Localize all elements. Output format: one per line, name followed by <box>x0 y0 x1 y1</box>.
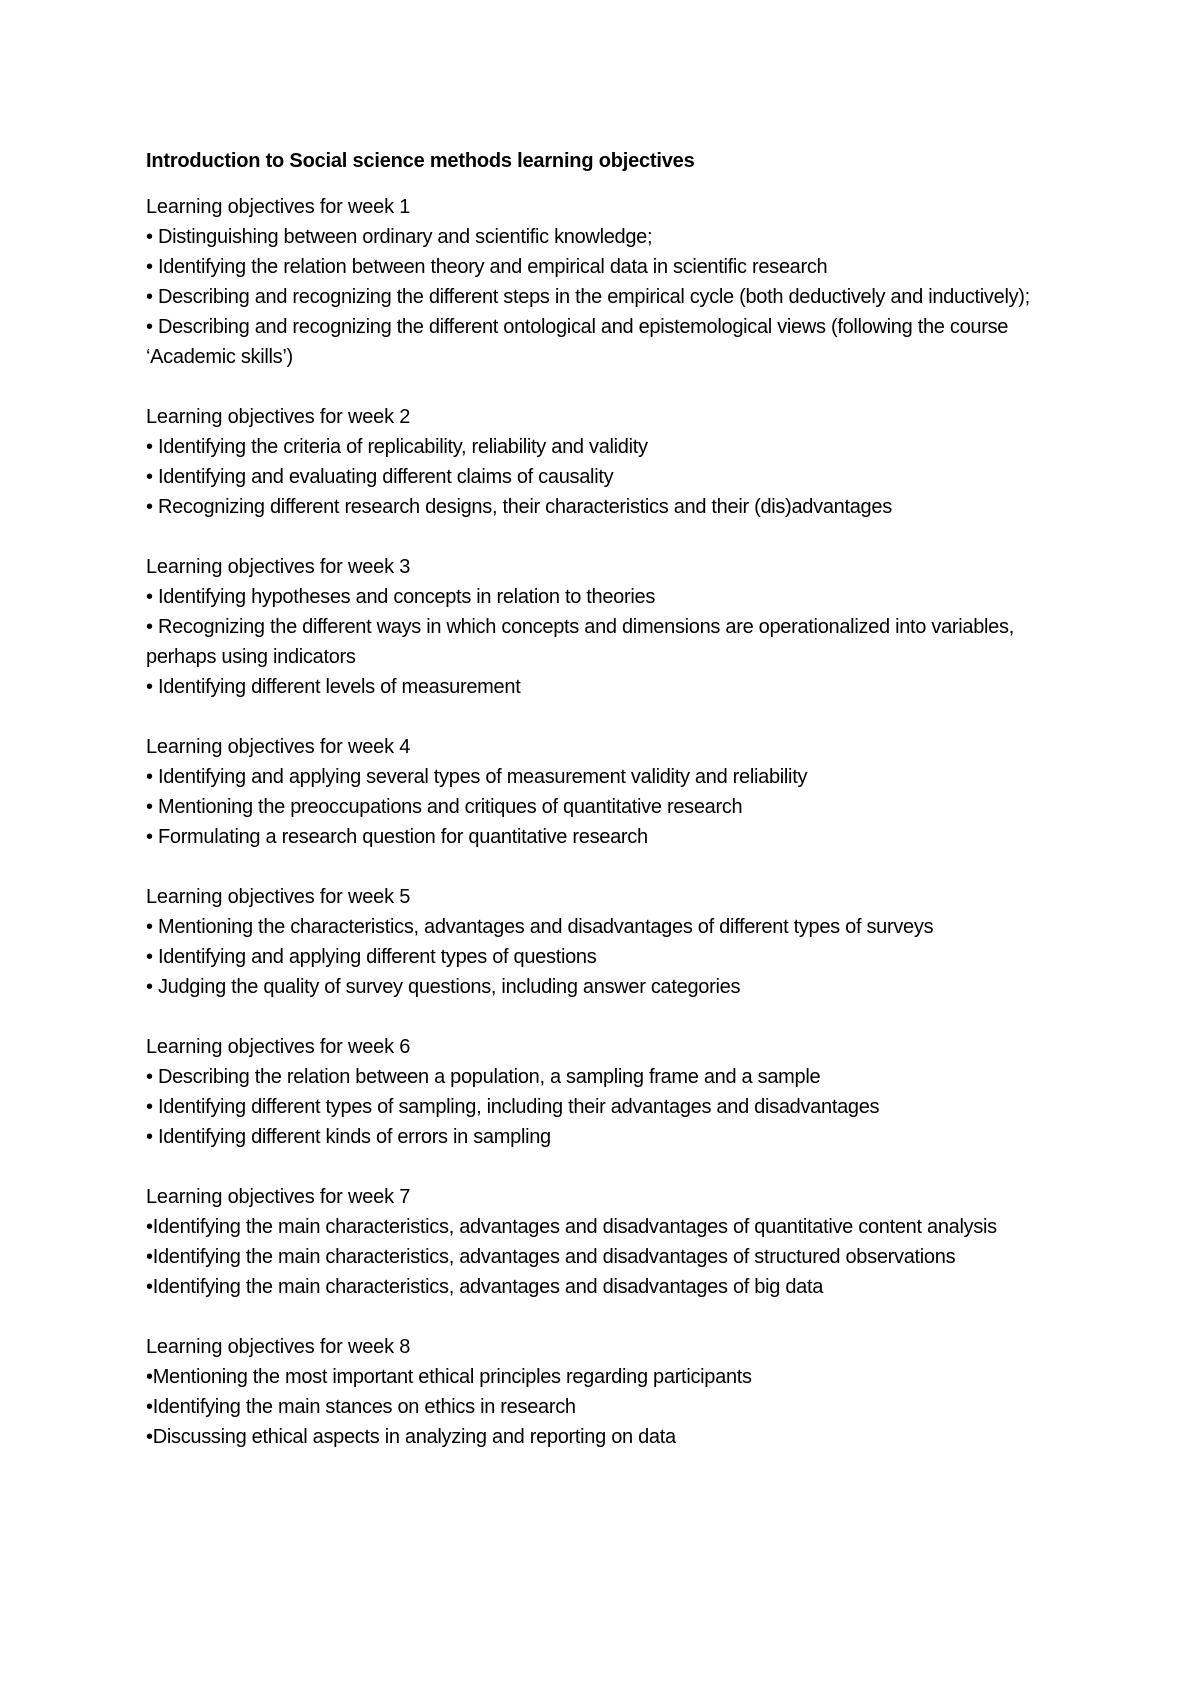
week-8-section <box>146 1332 1086 1452</box>
objective-item: •Identifying the main characteristics, advantages and disadvantages of quantitative content analysis <box>146 1216 997 1238</box>
section-heading: Learning objectives for week 8 <box>146 1336 411 1358</box>
objective-item: •Discussing ethical aspects in analyzing and reporting on data <box>146 1426 676 1448</box>
objective-item: • Describing and recognizing the different ontological and epistemological views (following the course ‘Academic skills’) <box>146 316 1009 368</box>
week-2-section <box>146 402 1086 522</box>
objectives-list <box>146 432 1086 522</box>
objectives-list <box>146 1062 1086 1152</box>
section-heading: Learning objectives for week 4 <box>146 736 411 758</box>
objective-item: • Mentioning the preoccupations and critiques of quantitative research <box>146 796 743 818</box>
objective-item: •Identifying the main stances on ethics in research <box>146 1396 576 1418</box>
objective-item: • Identifying and applying several types of measurement validity and reliability <box>146 766 808 788</box>
objectives-list <box>146 762 1086 852</box>
objective-item: • Identifying the relation between theory and empirical data in scientific research <box>146 256 828 278</box>
objective-item: • Identifying different types of sampling, including their advantages and disadvantages <box>146 1096 880 1118</box>
week-6-section <box>146 1032 1086 1152</box>
objective-item: •Identifying the main characteristics, advantages and disadvantages of structured observations <box>146 1246 956 1268</box>
week-7-section <box>146 1182 1086 1302</box>
section-heading: Learning objectives for week 1 <box>146 196 411 218</box>
objectives-list <box>146 582 1086 702</box>
objective-item: • Identifying and evaluating different claims of causality <box>146 466 614 488</box>
week-3-section <box>146 552 1086 702</box>
objective-item: • Mentioning the characteristics, advantages and disadvantages of different types of surveys <box>146 916 934 938</box>
objectives-list <box>146 1212 1086 1302</box>
objective-item: • Distinguishing between ordinary and scientific knowledge; <box>146 226 653 248</box>
objective-item: •Identifying the main characteristics, advantages and disadvantages of big data <box>146 1276 824 1298</box>
objective-item: • Identifying the criteria of replicability, reliability and validity <box>146 436 648 458</box>
objectives-list <box>146 912 1086 1002</box>
objective-item: • Identifying and applying different types of questions <box>146 946 597 968</box>
section-heading: Learning objectives for week 2 <box>146 406 411 428</box>
objective-item: • Identifying different levels of measurement <box>146 676 521 698</box>
objective-item: • Identifying hypotheses and concepts in relation to theories <box>146 586 656 608</box>
section-heading: Learning objectives for week 3 <box>146 556 411 578</box>
objectives-list <box>146 222 1086 372</box>
document-page <box>146 146 1086 1482</box>
objective-item: • Describing and recognizing the different steps in the empirical cycle (both deductively and inductively); <box>146 286 1030 308</box>
objective-item: • Judging the quality of survey questions, including answer categories <box>146 976 741 998</box>
section-heading: Learning objectives for week 6 <box>146 1036 411 1058</box>
section-heading: Learning objectives for week 5 <box>146 886 411 908</box>
week-4-section <box>146 732 1086 852</box>
week-5-section <box>146 882 1086 1002</box>
objective-item: • Identifying different kinds of errors in sampling <box>146 1126 551 1148</box>
objectives-list <box>146 1362 1086 1452</box>
document-title: Introduction to Social science methods learning objectives <box>146 150 695 172</box>
objective-item: • Recognizing the different ways in which concepts and dimensions are operationalized into variables, perhaps using indicators <box>146 616 1014 668</box>
objective-item: • Recognizing different research designs, their characteristics and their (dis)advantages <box>146 496 892 518</box>
objective-item: • Describing the relation between a population, a sampling frame and a sample <box>146 1066 821 1088</box>
section-heading: Learning objectives for week 7 <box>146 1186 411 1208</box>
week-1-section <box>146 192 1086 372</box>
objective-item: •Mentioning the most important ethical principles regarding participants <box>146 1366 752 1388</box>
objective-item: • Formulating a research question for quantitative research <box>146 826 648 848</box>
